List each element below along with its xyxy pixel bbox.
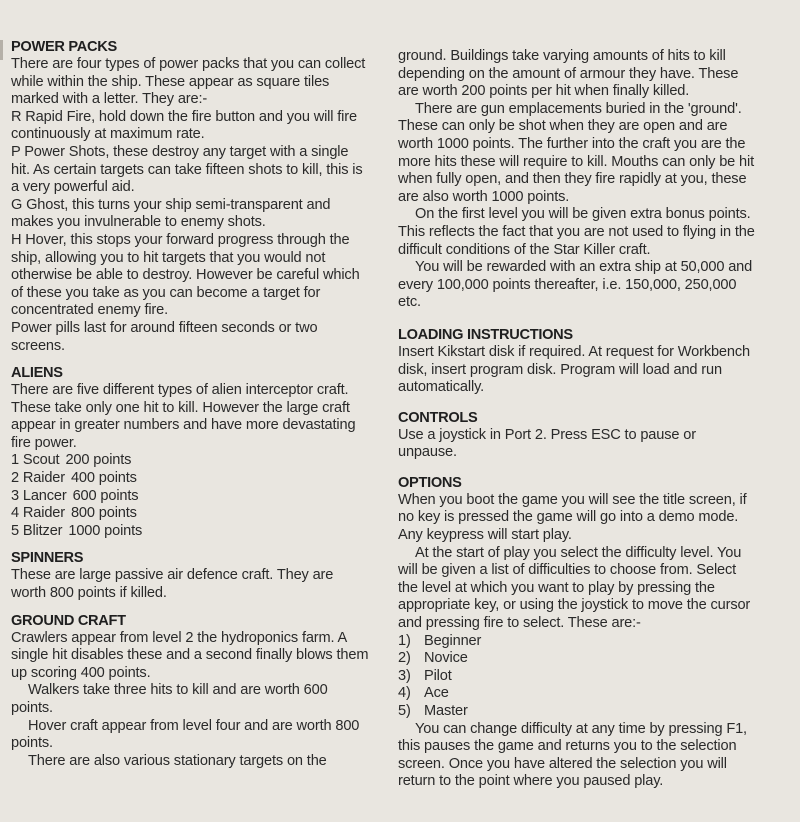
heading-options: OPTIONS <box>398 474 462 491</box>
section-loading <box>398 326 758 397</box>
section-spinners <box>11 549 371 602</box>
list-item <box>11 523 371 541</box>
difficulty-number: 2) <box>398 650 411 667</box>
heading-loading-instructions: LOADING INSTRUCTIONS <box>398 326 573 343</box>
list-item <box>11 488 371 506</box>
spinners-text: These are large passive air defence craft. They are worth 800 points if killed. <box>11 567 334 602</box>
difficulty-number: 5) <box>398 703 411 719</box>
options-title-screen: When you boot the game you will see the title screen, if no key is pressed the game will go into a demo mode. Any keypress will start play. <box>398 491 747 544</box>
alien-points: 800 points <box>70 505 137 522</box>
left-column <box>11 38 371 779</box>
alien-name: 1 Scout <box>11 452 60 469</box>
list-item <box>398 685 758 703</box>
power-packs-intro: There are four types of power packs that you can collect while within the ship. These appear as square tiles marked with a letter. They are:- <box>11 56 366 108</box>
ground-craft-hover: Hover craft appear from level four and are worth 800 points. <box>11 717 360 752</box>
list-item <box>11 470 371 488</box>
heading-power-packs: POWER PACKS <box>11 39 117 55</box>
heading-aliens: ALIENS <box>11 365 63 382</box>
loading-text: Insert Kikstart disk if required. At request for Workbench disk, insert program disk. Program will load and run automatically. <box>398 343 750 396</box>
list-item <box>11 452 371 470</box>
power-pack-hover: H Hover, this stops your forward progress through the ship, allowing you to hit targets that you would not otherwise be able to destroy. However be careful which of these you take as you can become a target for concentrated enemy fire. <box>11 231 360 319</box>
power-pack-rapid-fire: R Rapid Fire, hold down the fire button and you will fire continuously at maximum rate. <box>11 108 357 143</box>
alien-name: 5 Blitzer <box>11 522 63 539</box>
section-controls <box>398 409 758 462</box>
ground-craft-stationary: There are also various stationary targets on the <box>28 752 327 769</box>
list-item <box>398 633 758 651</box>
list-item <box>398 650 758 668</box>
alien-name: 4 Raider <box>11 505 65 522</box>
alien-points: 200 points <box>65 452 132 469</box>
right-column <box>398 48 758 800</box>
alien-name: 3 Lancer <box>11 487 67 504</box>
section-ground-craft-continued <box>398 48 758 312</box>
ground-craft-extra-ship: You will be rewarded with an extra ship at 50,000 and every 100,000 points thereafter, i.e. 150,000, 250,000 etc. <box>398 259 753 311</box>
difficulty-name: Novice <box>424 650 468 667</box>
options-difficulty: At the start of play you select the difficulty level. You will be given a list of difficulties to choose from. Select the level at which you want to play by pressing the appropriate key, or using the joystick to move the cursor and pressing fire to select. These are:- <box>398 544 751 632</box>
options-change-difficulty: You can change difficulty at any time by pressing F1, this pauses the game and returns you to the selection screen. Once you have altered the selection you will return to the point where you paused play. <box>398 720 747 790</box>
ground-craft-walkers: Walkers take three hits to kill and are worth 600 points. <box>11 682 328 716</box>
alien-list <box>11 452 371 540</box>
difficulty-number: 4) <box>398 685 411 702</box>
list-item <box>398 668 758 686</box>
ground-craft-bonus: On the first level you will be given extra bonus points. This reflects the fact that you are not used to flying in the difficult conditions of the Star Killer craft. <box>398 206 755 258</box>
ground-craft-crawlers: Crawlers appear from level 2 the hydroponics farm. A single hit disables these and a second finally blows them up scoring 400 points. <box>11 629 369 681</box>
section-power-packs <box>11 38 371 355</box>
section-aliens <box>11 364 371 540</box>
heading-spinners: SPINNERS <box>11 550 84 567</box>
difficulty-name: Master <box>424 703 468 719</box>
difficulty-number: 3) <box>398 667 411 684</box>
heading-ground-craft: GROUND CRAFT <box>11 612 126 629</box>
difficulty-number: 1) <box>398 632 411 649</box>
list-item <box>398 703 758 721</box>
controls-text: Use a joystick in Port 2. Press ESC to pause or unpause. <box>398 426 696 461</box>
alien-points: 400 points <box>70 470 137 487</box>
page-edge-mark <box>0 40 3 60</box>
list-item <box>11 505 371 523</box>
aliens-intro: There are five different types of alien interceptor craft. These take only one hit to kill. However the large craft appear in greater numbers and have more devastating fire power. <box>11 382 356 451</box>
difficulty-name: Pilot <box>424 667 452 684</box>
alien-points: 1000 points <box>68 522 143 539</box>
alien-name: 2 Raider <box>11 470 65 487</box>
alien-points: 600 points <box>72 487 139 504</box>
heading-controls: CONTROLS <box>398 409 478 426</box>
difficulty-name: Ace <box>424 685 449 702</box>
ground-craft-gun-emplacements: There are gun emplacements buried in the 'ground'. These can only be shot when they are open and are worth 1000 points. The further into the craft you are the more hits these will require to kill. Mouths can only be hit when fully open, and then they fire rapidly at you, these are also worth 1000 points. <box>398 100 755 205</box>
difficulty-name: Beginner <box>424 632 482 649</box>
power-pack-power-shots: P Power Shots, these destroy any target with a single hit. As certain targets can take fifteen shots to kill, this is a very powerful aid. <box>11 143 363 196</box>
difficulty-list <box>398 633 758 721</box>
power-pack-ghost: G Ghost, this turns your ship semi-transparent and makes you invulnerable to enemy shots. <box>11 196 331 231</box>
ground-craft-buildings: ground. Buildings take varying amounts of hits to kill depending on the amount of armour they have. These are worth 200 points per hit when finally killed. <box>398 48 739 100</box>
power-pills-duration: Power pills last for around fifteen seconds or two screens. <box>11 319 318 354</box>
section-ground-craft <box>11 612 371 771</box>
section-options <box>398 474 758 791</box>
